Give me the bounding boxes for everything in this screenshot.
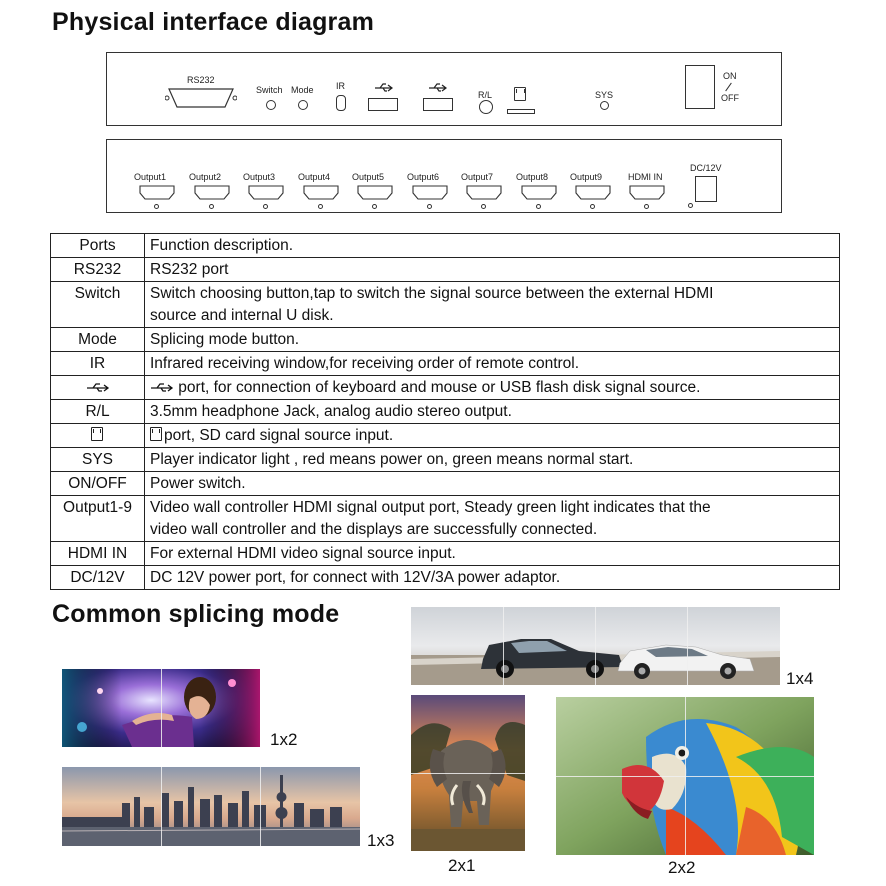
page-title: Physical interface diagram bbox=[52, 8, 375, 36]
sd-card-icon bbox=[91, 427, 103, 441]
hdmi-output-port bbox=[248, 185, 284, 200]
hdmi-output-port bbox=[303, 185, 339, 200]
desc-cell: Infrared receiving window,for receiving order of remote control. bbox=[145, 352, 840, 376]
dc-indicator-dot bbox=[688, 203, 693, 208]
status-dot bbox=[154, 204, 159, 209]
spec-table bbox=[50, 233, 840, 590]
output-label-8: Output8 bbox=[516, 172, 549, 182]
section-title-splicing: Common splicing mode bbox=[52, 600, 340, 628]
wall-2x2-label: 2x2 bbox=[668, 858, 696, 877]
headphone-jack bbox=[479, 100, 493, 114]
desc-cell: For external HDMI video signal source input. bbox=[145, 542, 840, 566]
desc-cell bbox=[145, 424, 840, 448]
usb-port-2 bbox=[423, 98, 453, 111]
sd-card-icon bbox=[150, 427, 162, 441]
switch-slash-icon bbox=[725, 83, 732, 92]
usb-icon bbox=[374, 83, 394, 93]
wall-1x3-label: 1x3 bbox=[367, 831, 395, 850]
output-label-7: Output7 bbox=[461, 172, 494, 182]
output-label-4: Output4 bbox=[298, 172, 331, 182]
off-label: OFF bbox=[721, 93, 739, 103]
desc-text: port, SD card signal source input. bbox=[164, 427, 394, 444]
status-dot bbox=[318, 204, 323, 209]
output-label-2: Output2 bbox=[189, 172, 222, 182]
wall-2x1-label: 2x1 bbox=[448, 856, 476, 875]
wall-1x4-label: 1x4 bbox=[786, 669, 814, 688]
wall-1x2-label: 1x2 bbox=[270, 730, 298, 749]
table-row bbox=[51, 424, 840, 448]
usb-icon bbox=[150, 383, 174, 393]
desc-cell bbox=[145, 496, 840, 542]
table-header-row bbox=[51, 234, 840, 258]
table-row bbox=[51, 400, 840, 424]
output-label-1: Output1 bbox=[134, 172, 167, 182]
port-cell: DC/12V bbox=[51, 566, 145, 590]
table-row bbox=[51, 472, 840, 496]
table-row bbox=[51, 376, 840, 400]
hdmi-in-port bbox=[629, 185, 665, 200]
desc-cell: Splicing mode button. bbox=[145, 328, 840, 352]
hdmi-in-label: HDMI IN bbox=[628, 172, 663, 182]
port-cell: R/L bbox=[51, 400, 145, 424]
usb-icon bbox=[86, 383, 110, 393]
desc-cell: 3.5mm headphone Jack, analog audio stereo output. bbox=[145, 400, 840, 424]
status-dot bbox=[372, 204, 377, 209]
port-cell: Output1-9 bbox=[51, 496, 145, 542]
desc-cell: RS232 port bbox=[145, 258, 840, 282]
status-dot bbox=[263, 204, 268, 209]
desc-cell: Player indicator light , red means power on, green means normal start. bbox=[145, 448, 840, 472]
table-row bbox=[51, 496, 840, 542]
table-row bbox=[51, 282, 840, 328]
sd-card-icon bbox=[514, 87, 526, 101]
port-cell: Mode bbox=[51, 328, 145, 352]
table-row bbox=[51, 328, 840, 352]
table-row bbox=[51, 258, 840, 282]
front-panel bbox=[106, 52, 782, 126]
sd-card-slot bbox=[507, 109, 535, 114]
dc-jack bbox=[695, 176, 717, 202]
port-cell: SYS bbox=[51, 448, 145, 472]
dc-label: DC/12V bbox=[690, 163, 722, 173]
desc-cell bbox=[145, 376, 840, 400]
desc-text: port, for connection of keyboard and mouse or USB flash disk signal source. bbox=[174, 379, 701, 396]
table-row bbox=[51, 542, 840, 566]
rs232-port-icon bbox=[165, 85, 237, 111]
mode-label: Mode bbox=[291, 85, 314, 95]
port-cell: IR bbox=[51, 352, 145, 376]
wall-2x1-image bbox=[411, 695, 525, 851]
desc-cell: Power switch. bbox=[145, 472, 840, 496]
desc-cell: DC 12V power port, for connect with 12V/3A power adaptor. bbox=[145, 566, 840, 590]
output-label-9: Output9 bbox=[570, 172, 603, 182]
sys-indicator-light bbox=[600, 101, 609, 110]
desc-line: Video wall controller HDMI signal output port, Steady green light indicates that the bbox=[150, 499, 711, 516]
output-label-6: Output6 bbox=[407, 172, 440, 182]
status-dot bbox=[644, 204, 649, 209]
power-switch bbox=[685, 65, 715, 109]
port-cell: ON/OFF bbox=[51, 472, 145, 496]
wall-1x4-image bbox=[411, 607, 780, 685]
desc-line: Switch choosing button,tap to switch the signal source between the external HDMI bbox=[150, 285, 714, 302]
ir-label: IR bbox=[336, 81, 345, 91]
hdmi-output-port bbox=[139, 185, 175, 200]
header-ports: Ports bbox=[51, 234, 145, 258]
status-dot bbox=[590, 204, 595, 209]
port-cell bbox=[51, 376, 145, 400]
port-cell: Switch bbox=[51, 282, 145, 328]
status-dot bbox=[536, 204, 541, 209]
desc-cell bbox=[145, 282, 840, 328]
ir-window-icon bbox=[336, 95, 346, 111]
port-cell bbox=[51, 424, 145, 448]
wall-1x2-image bbox=[62, 669, 260, 747]
port-cell: HDMI IN bbox=[51, 542, 145, 566]
desc-line: video wall controller and the displays are successfully connected. bbox=[150, 521, 598, 538]
desc-line: source and internal U disk. bbox=[150, 307, 334, 324]
hdmi-output-port bbox=[412, 185, 448, 200]
mode-button bbox=[298, 100, 308, 110]
switch-label: Switch bbox=[256, 85, 283, 95]
table-row bbox=[51, 448, 840, 472]
hdmi-output-port bbox=[466, 185, 502, 200]
header-function: Function description. bbox=[145, 234, 840, 258]
sys-label: SYS bbox=[595, 90, 614, 100]
output-label-5: Output5 bbox=[352, 172, 385, 182]
hdmi-output-port bbox=[575, 185, 611, 200]
on-label: ON bbox=[723, 71, 737, 81]
wall-1x3-image bbox=[62, 767, 360, 846]
table-row bbox=[51, 566, 840, 590]
table-row bbox=[51, 352, 840, 376]
usb-port-1 bbox=[368, 98, 398, 111]
wall-2x2-image bbox=[556, 697, 814, 855]
switch-button bbox=[266, 100, 276, 110]
hdmi-output-port bbox=[357, 185, 393, 200]
back-panel bbox=[106, 139, 782, 213]
rs232-label: RS232 bbox=[187, 75, 215, 85]
hdmi-output-port bbox=[194, 185, 230, 200]
hdmi-output-port bbox=[521, 185, 557, 200]
status-dot bbox=[427, 204, 432, 209]
rl-label: R/L bbox=[478, 90, 493, 100]
port-cell: RS232 bbox=[51, 258, 145, 282]
status-dot bbox=[209, 204, 214, 209]
output-label-3: Output3 bbox=[243, 172, 276, 182]
status-dot bbox=[481, 204, 486, 209]
usb-icon bbox=[428, 83, 448, 93]
